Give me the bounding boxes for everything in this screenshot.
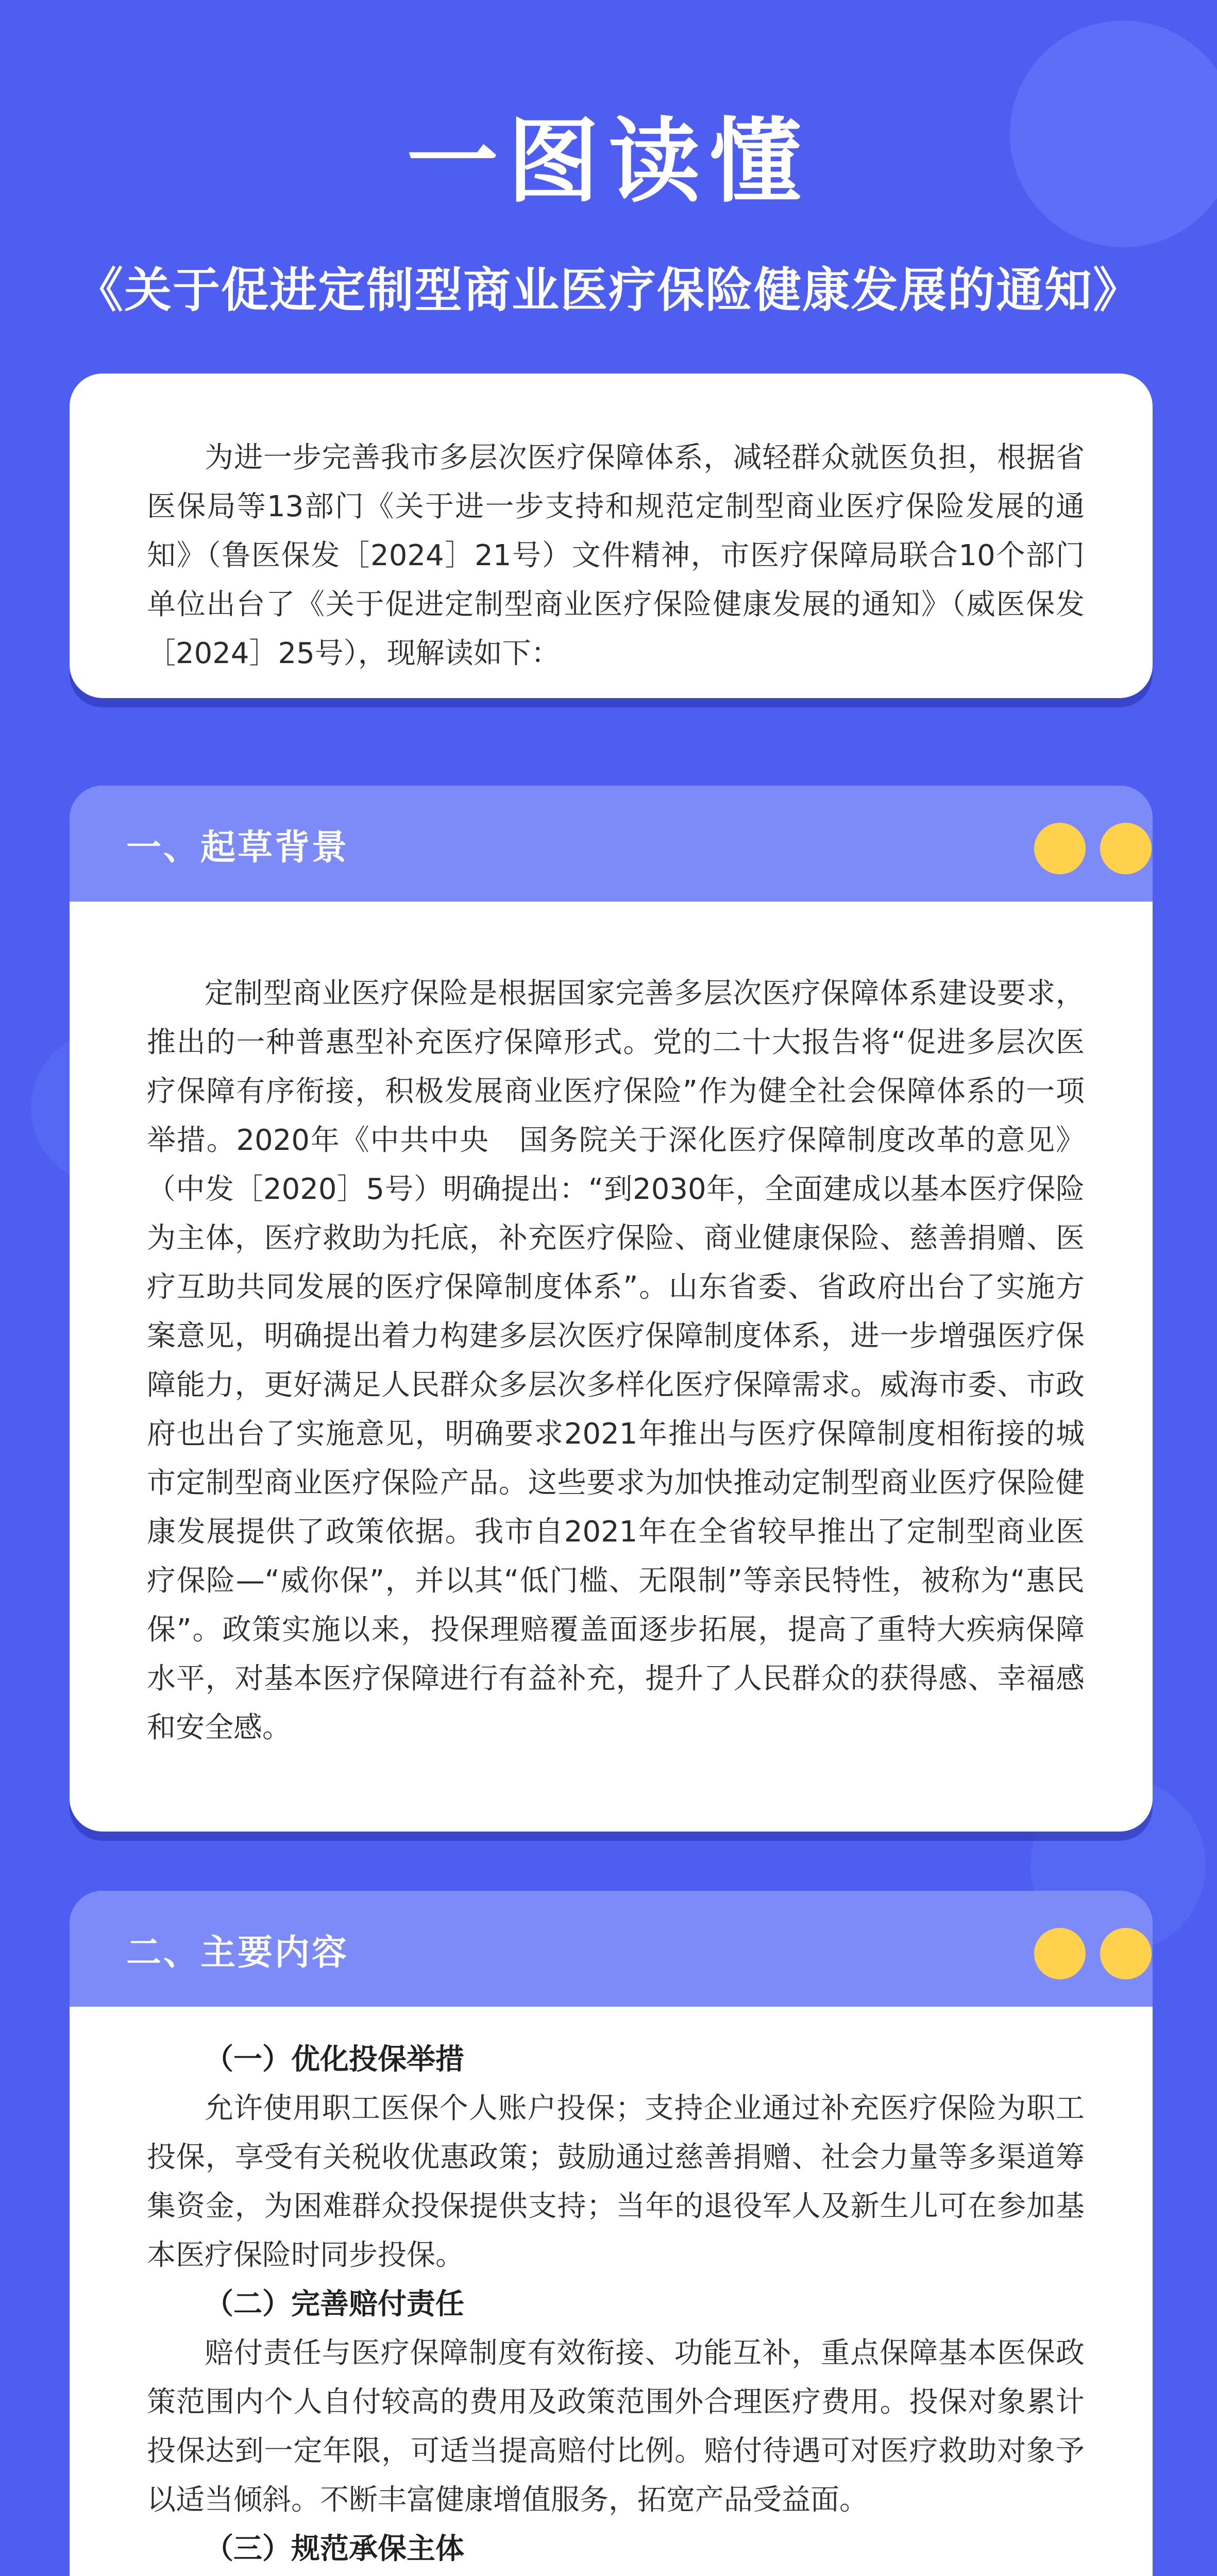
- section-title: 一、起草背景: [126, 827, 349, 868]
- section-paragraph: 定制型商业医疗保险是根据国家完善多层次医疗保障体系建设要求，推出的一种普惠型补充医疗保障形式。党的二十大报告将“促进多层次医疗保障有序衔接，积极发展商业医疗保险”作为健全社会保障体系的一项举措。2020年《中共中央 国务院关于深化医疗保障制度改革的意见》（中发［2020］5号）明确提出：“到2030年，全面建成以基本医疗保险为主体，医疗救助为托底，补充医疗保险、商业健康保险、慈善捐赠、医疗互助共同发展的医疗保障制度体系”。山东省委、省政府出台了实施方案意见，明确提出着力构建多层次医疗保障制度体系，进一步增强医疗保障能力，更好满足人民群众多层次多样化医疗保障需求。威海市委、市政府也出台了实施意见，明确要求2021年推出与医疗保障制度相衔接的城市定制型商业医疗保险产品。这些要求为加快推动定制型商业医疗保险健康发展提供了政策依据。我市自2021年在全省较早推出了定制型商业医疗保险—“威你保”，并以其“低门槛、无限制”等亲民特性，被称为“惠民保”。政策实施以来，投保理赔覆盖面逐步拓展，提高了重特大疾病保障水平，对基本医疗保障进行有益补充，提升了人民群众的获得感、幸福感和安全感。: [147, 977, 1085, 1744]
- intro-paragraph: 为进一步完善我市多层次医疗保障体系，减轻群众就医负担，根据省医保局等13部门《关于进一步支持和规范定制型商业医疗保险发展的通知》（鲁医保发［2024］21号）文件精神，市医疗保障局联合10个部门单位出台了《关于促进定制型商业医疗保险健康发展的通知》（威医保发［2024］25号），现解读如下：: [147, 441, 1085, 670]
- page-title: 一图读懂: [407, 108, 810, 215]
- intro-card: [70, 374, 1153, 698]
- dot-icon: [1100, 1928, 1152, 1979]
- section-title: 二、主要内容: [126, 1933, 349, 1973]
- section-background-card: [70, 786, 1153, 1832]
- dot-icon: [1034, 823, 1086, 874]
- subsection-text: 赔付责任与医疗保障制度有效衔接、功能互补，重点保障基本医保政策范围内个人自付较高的费用及政策范围外合理医疗费用。投保对象累计投保达到一定年限，可适当提高赔付比例。赔付待遇可对医疗救助对象予以适当倾斜。不断丰富健康增值服务，拓宽产品受益面。: [147, 2336, 1085, 2517]
- dot-icon: [1034, 1928, 1086, 1979]
- subsection-heading: （三）规范承保主体: [205, 2532, 464, 2566]
- section-body: [147, 2035, 1085, 2576]
- subsection-text: [147, 2573, 1085, 2576]
- page-subtitle: 《关于促进定制型商业医疗保险健康发展的通知》: [75, 263, 1141, 318]
- subsection-heading: （二）完善赔付责任: [205, 2287, 464, 2321]
- section-header: [70, 1891, 1153, 2007]
- subsection-text: 允许使用职工医保个人账户投保；支持企业通过补充医疗保险为职工投保，享受有关税收优惠政策；鼓励通过慈善捐赠、社会力量等多渠道筹集资金，为困难群众投保提供支持；当年的退役军人及新生儿可在参加基本医疗保险时同步投保。: [147, 2092, 1085, 2272]
- section-content-card: [70, 1891, 1153, 2576]
- subsection-heading: （一）优化投保举措: [205, 2043, 464, 2076]
- section-header: [70, 786, 1153, 902]
- dot-icon: [1100, 823, 1152, 874]
